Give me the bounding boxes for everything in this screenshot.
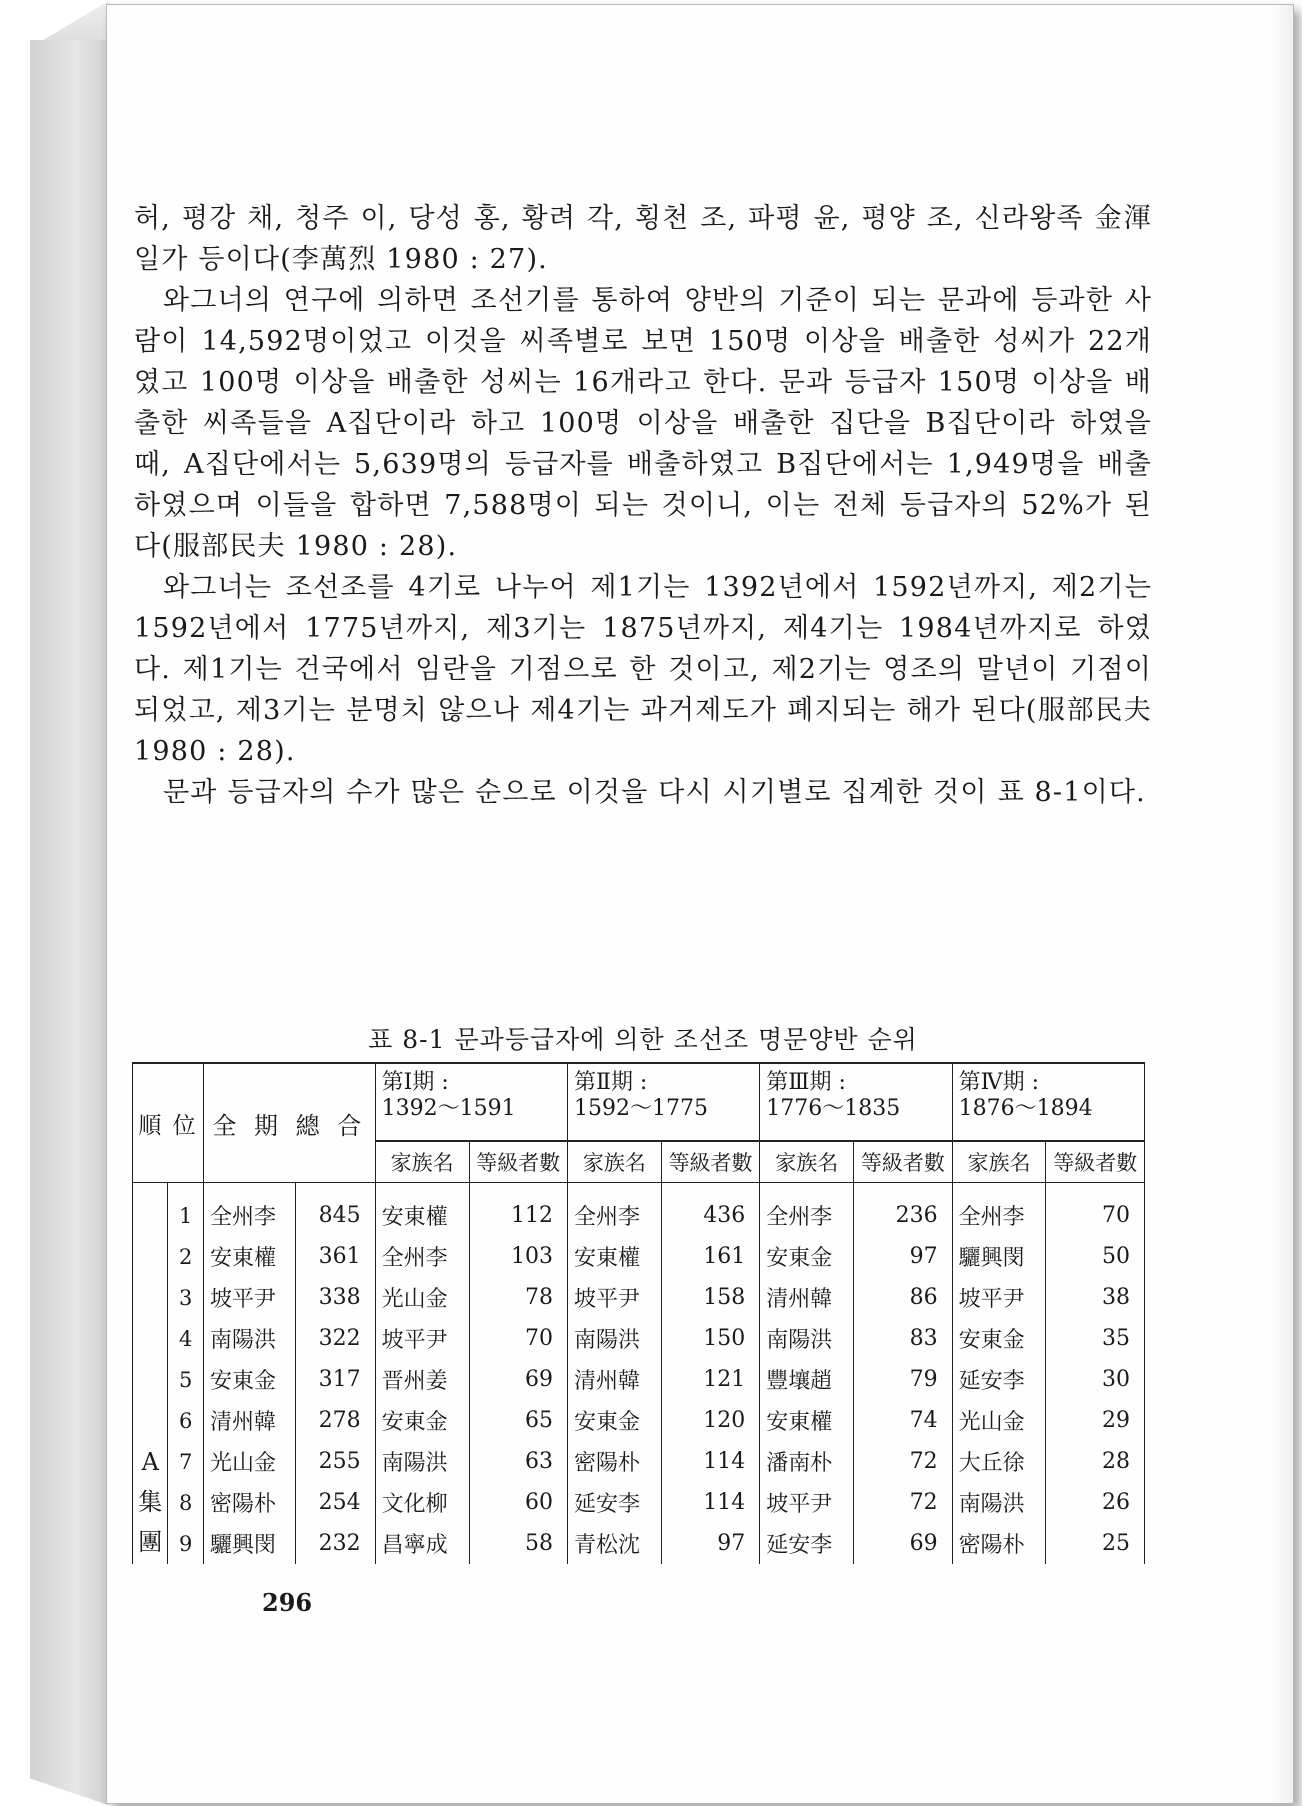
period-4-count-cell: 29 <box>1046 1400 1145 1441</box>
period-2-family-cell: 安東金 <box>567 1400 661 1441</box>
period-4-family-cell: 安東金 <box>952 1318 1046 1359</box>
period-1-family-cell: 昌寧成 <box>375 1523 469 1564</box>
period-4-count-cell: 50 <box>1046 1236 1145 1277</box>
ranking-table <box>132 1062 1145 1564</box>
period-1-count-cell: 70 <box>469 1318 567 1359</box>
period-2-count-cell: 114 <box>661 1482 759 1523</box>
period-4-count-cell: 35 <box>1046 1318 1145 1359</box>
total-count-cell: 255 <box>295 1441 375 1482</box>
header-period-1 <box>375 1063 567 1141</box>
period-4-label: 第Ⅳ期 : <box>958 1070 1039 1095</box>
table-caption: 표 8-1 문과등급자에 의한 조선조 명문양반 순위 <box>368 1025 918 1054</box>
period-4-family-cell: 密陽朴 <box>952 1523 1046 1564</box>
rank-cell: 1 <box>168 1195 203 1236</box>
total-family-cell: 驪興閔 <box>203 1523 295 1564</box>
rank-cell: 6 <box>168 1400 203 1441</box>
period-1-count-cell: 63 <box>469 1441 567 1482</box>
book-spine <box>30 40 108 1805</box>
rank-cell: 3 <box>168 1277 203 1318</box>
total-family-cell: 密陽朴 <box>203 1482 295 1523</box>
subheader-count-1: 等級者數 <box>469 1141 567 1183</box>
group-label <box>133 1183 168 1565</box>
total-count-cell: 322 <box>295 1318 375 1359</box>
subheader-family-2: 家族名 <box>567 1141 661 1183</box>
period-3-family-cell: 全州李 <box>760 1195 854 1236</box>
period-2-family-cell: 延安李 <box>567 1482 661 1523</box>
period-1-label: 第Ⅰ期 : <box>381 1070 449 1095</box>
rank-cell: 4 <box>168 1318 203 1359</box>
period-1-count-cell: 60 <box>469 1482 567 1523</box>
body-text <box>134 198 1152 813</box>
period-1-family-cell: 全州李 <box>375 1236 469 1277</box>
period-2-count-cell: 161 <box>661 1236 759 1277</box>
subheader-count-2: 等級者數 <box>661 1141 759 1183</box>
table-row <box>133 1441 1145 1482</box>
period-2-label: 第Ⅱ期 : <box>573 1070 648 1095</box>
period-3-family-cell: 延安李 <box>760 1523 854 1564</box>
group-label-text: A 集 團 <box>138 1448 163 1556</box>
period-3-count-cell: 83 <box>854 1318 952 1359</box>
period-2-count-cell: 150 <box>661 1318 759 1359</box>
period-3-range: 1776〜1835 <box>766 1096 901 1121</box>
period-1-count-cell: 58 <box>469 1523 567 1564</box>
period-3-count-cell: 72 <box>854 1441 952 1482</box>
period-4-count-cell: 70 <box>1046 1195 1145 1236</box>
period-2-count-cell: 97 <box>661 1523 759 1564</box>
period-4-family-cell: 南陽洪 <box>952 1482 1046 1523</box>
rank-cell: 2 <box>168 1236 203 1277</box>
period-4-family-cell: 光山金 <box>952 1400 1046 1441</box>
table-row <box>133 1400 1145 1441</box>
table-header-row <box>133 1063 1145 1141</box>
period-3-family-cell: 安東權 <box>760 1400 854 1441</box>
paragraph-2: 와그너의 연구에 의하면 조선기를 통하여 양반의 기준이 되는 문과에 등과한 사람이 14,592명이었고 이것을 씨족별로 보면 150명 이상을 배출한 성씨가 22개였고 100명 이상을 배출한 성씨는 16개라고 한다. 문과 등급자 150명 이상을 배출한 씨족들을 A집단이라 하고 100명 이상을 배출한 집단을 B집단이라 하였을 때, A집단에서는 5,639명의 등급자를 배출하였고 B집단에서는 1,949명을 배출하였으며 이들을 합하면 7,588명이 되는 것이니, 이는 전체 등급자의 52%가 된다(服部民夫 1980 : 28). <box>134 285 1152 562</box>
total-count-cell: 254 <box>295 1482 375 1523</box>
total-count-cell: 338 <box>295 1277 375 1318</box>
subheader-count-3: 等級者數 <box>854 1141 952 1183</box>
rank-cell: 5 <box>168 1359 203 1400</box>
period-2-family-cell: 全州李 <box>567 1195 661 1236</box>
table-row <box>133 1523 1145 1564</box>
table-row <box>133 1318 1145 1359</box>
period-1-range: 1392〜1591 <box>381 1096 516 1121</box>
total-family-cell: 安東權 <box>203 1236 295 1277</box>
period-3-count-cell: 72 <box>854 1482 952 1523</box>
period-2-count-cell: 436 <box>661 1195 759 1236</box>
rank-cell: 9 <box>168 1523 203 1564</box>
subheader-family-3: 家族名 <box>760 1141 854 1183</box>
period-3-label: 第Ⅲ期 : <box>766 1070 846 1095</box>
rank-cell: 7 <box>168 1441 203 1482</box>
period-3-family-cell: 清州韓 <box>760 1277 854 1318</box>
period-3-family-cell: 豐壤趙 <box>760 1359 854 1400</box>
period-3-count-cell: 86 <box>854 1277 952 1318</box>
period-2-count-cell: 114 <box>661 1441 759 1482</box>
period-2-count-cell: 121 <box>661 1359 759 1400</box>
period-1-count-cell: 78 <box>469 1277 567 1318</box>
period-2-family-cell: 坡平尹 <box>567 1277 661 1318</box>
subheader-family-4: 家族名 <box>952 1141 1046 1183</box>
period-2-family-cell: 南陽洪 <box>567 1318 661 1359</box>
header-period-2 <box>567 1063 759 1141</box>
period-4-family-cell: 驪興閔 <box>952 1236 1046 1277</box>
total-count-cell: 232 <box>295 1523 375 1564</box>
period-1-count-cell: 112 <box>469 1195 567 1236</box>
period-1-family-cell: 安東金 <box>375 1400 469 1441</box>
table-row <box>133 1482 1145 1523</box>
period-3-count-cell: 74 <box>854 1400 952 1441</box>
header-rank: 順 位 <box>133 1063 204 1183</box>
total-count-cell: 317 <box>295 1359 375 1400</box>
period-1-family-cell: 南陽洪 <box>375 1441 469 1482</box>
period-2-family-cell: 密陽朴 <box>567 1441 661 1482</box>
table-row <box>133 1359 1145 1400</box>
period-3-count-cell: 69 <box>854 1523 952 1564</box>
header-total: 全 期 總 合 <box>203 1063 375 1183</box>
period-2-count-cell: 120 <box>661 1400 759 1441</box>
period-2-count-cell: 158 <box>661 1277 759 1318</box>
subheader-family-1: 家族名 <box>375 1141 469 1183</box>
period-3-family-cell: 南陽洪 <box>760 1318 854 1359</box>
period-3-family-cell: 坡平尹 <box>760 1482 854 1523</box>
period-4-count-cell: 28 <box>1046 1441 1145 1482</box>
period-1-family-cell: 光山金 <box>375 1277 469 1318</box>
period-3-count-cell: 97 <box>854 1236 952 1277</box>
page-number: 296 <box>262 1588 313 1617</box>
total-family-cell: 南陽洪 <box>203 1318 295 1359</box>
table-spacer-row <box>133 1183 1145 1196</box>
period-4-count-cell: 30 <box>1046 1359 1145 1400</box>
total-count-cell: 845 <box>295 1195 375 1236</box>
header-period-3 <box>760 1063 952 1141</box>
period-4-count-cell: 25 <box>1046 1523 1145 1564</box>
total-count-cell: 278 <box>295 1400 375 1441</box>
total-family-cell: 光山金 <box>203 1441 295 1482</box>
period-1-family-cell: 晋州姜 <box>375 1359 469 1400</box>
period-2-family-cell: 安東權 <box>567 1236 661 1277</box>
period-4-family-cell: 大丘徐 <box>952 1441 1046 1482</box>
period-3-count-cell: 79 <box>854 1359 952 1400</box>
period-1-count-cell: 103 <box>469 1236 567 1277</box>
paragraph-1: 허, 평강 채, 청주 이, 당성 홍, 황려 각, 횡천 조, 파평 윤, 평양 조, 신라왕족 金渾일가 등이다(李萬烈 1980 : 27). <box>134 203 1152 275</box>
total-family-cell: 坡平尹 <box>203 1277 295 1318</box>
period-1-family-cell: 安東權 <box>375 1195 469 1236</box>
period-4-family-cell: 延安李 <box>952 1359 1046 1400</box>
period-1-family-cell: 文化柳 <box>375 1482 469 1523</box>
total-family-cell: 清州韓 <box>203 1400 295 1441</box>
table-body <box>133 1183 1145 1565</box>
period-2-family-cell: 青松沈 <box>567 1523 661 1564</box>
rank-cell: 8 <box>168 1482 203 1523</box>
period-4-count-cell: 38 <box>1046 1277 1145 1318</box>
period-3-count-cell: 236 <box>854 1195 952 1236</box>
page-edge-shade <box>1271 5 1293 1803</box>
paragraph-4: 문과 등급자의 수가 많은 순으로 이것을 다시 시기별로 집계한 것이 표 8-1이다. <box>163 777 1146 808</box>
paragraph-3: 와그너는 조선조를 4기로 나누어 제1기는 1392년에서 1592년까지, 제2기는 1592년에서 1775년까지, 제3기는 1875년까지, 제4기는 1984년까지로 하였다. 제1기는 건국에서 임란을 기점으로 한 것이고, 제2기는 영조의 말년이 기점이 되었고, 제3기는 분명치 않으나 제4기는 과거제도가 폐지되는 해가 된다(服部民夫 1980 : 28). <box>134 572 1152 767</box>
total-family-cell: 安東金 <box>203 1359 295 1400</box>
period-4-family-cell: 全州李 <box>952 1195 1046 1236</box>
header-period-4 <box>952 1063 1144 1141</box>
period-3-family-cell: 潘南朴 <box>760 1441 854 1482</box>
period-2-family-cell: 清州韓 <box>567 1359 661 1400</box>
table-row <box>133 1277 1145 1318</box>
total-family-cell: 全州李 <box>203 1195 295 1236</box>
subheader-count-4: 等級者數 <box>1046 1141 1145 1183</box>
total-count-cell: 361 <box>295 1236 375 1277</box>
period-1-count-cell: 65 <box>469 1400 567 1441</box>
period-4-family-cell: 坡平尹 <box>952 1277 1046 1318</box>
period-1-family-cell: 坡平尹 <box>375 1318 469 1359</box>
period-1-count-cell: 69 <box>469 1359 567 1400</box>
period-3-family-cell: 安東金 <box>760 1236 854 1277</box>
period-4-range: 1876〜1894 <box>958 1096 1093 1121</box>
table-row <box>133 1195 1145 1236</box>
period-2-range: 1592〜1775 <box>573 1096 708 1121</box>
table-row <box>133 1236 1145 1277</box>
period-4-count-cell: 26 <box>1046 1482 1145 1523</box>
